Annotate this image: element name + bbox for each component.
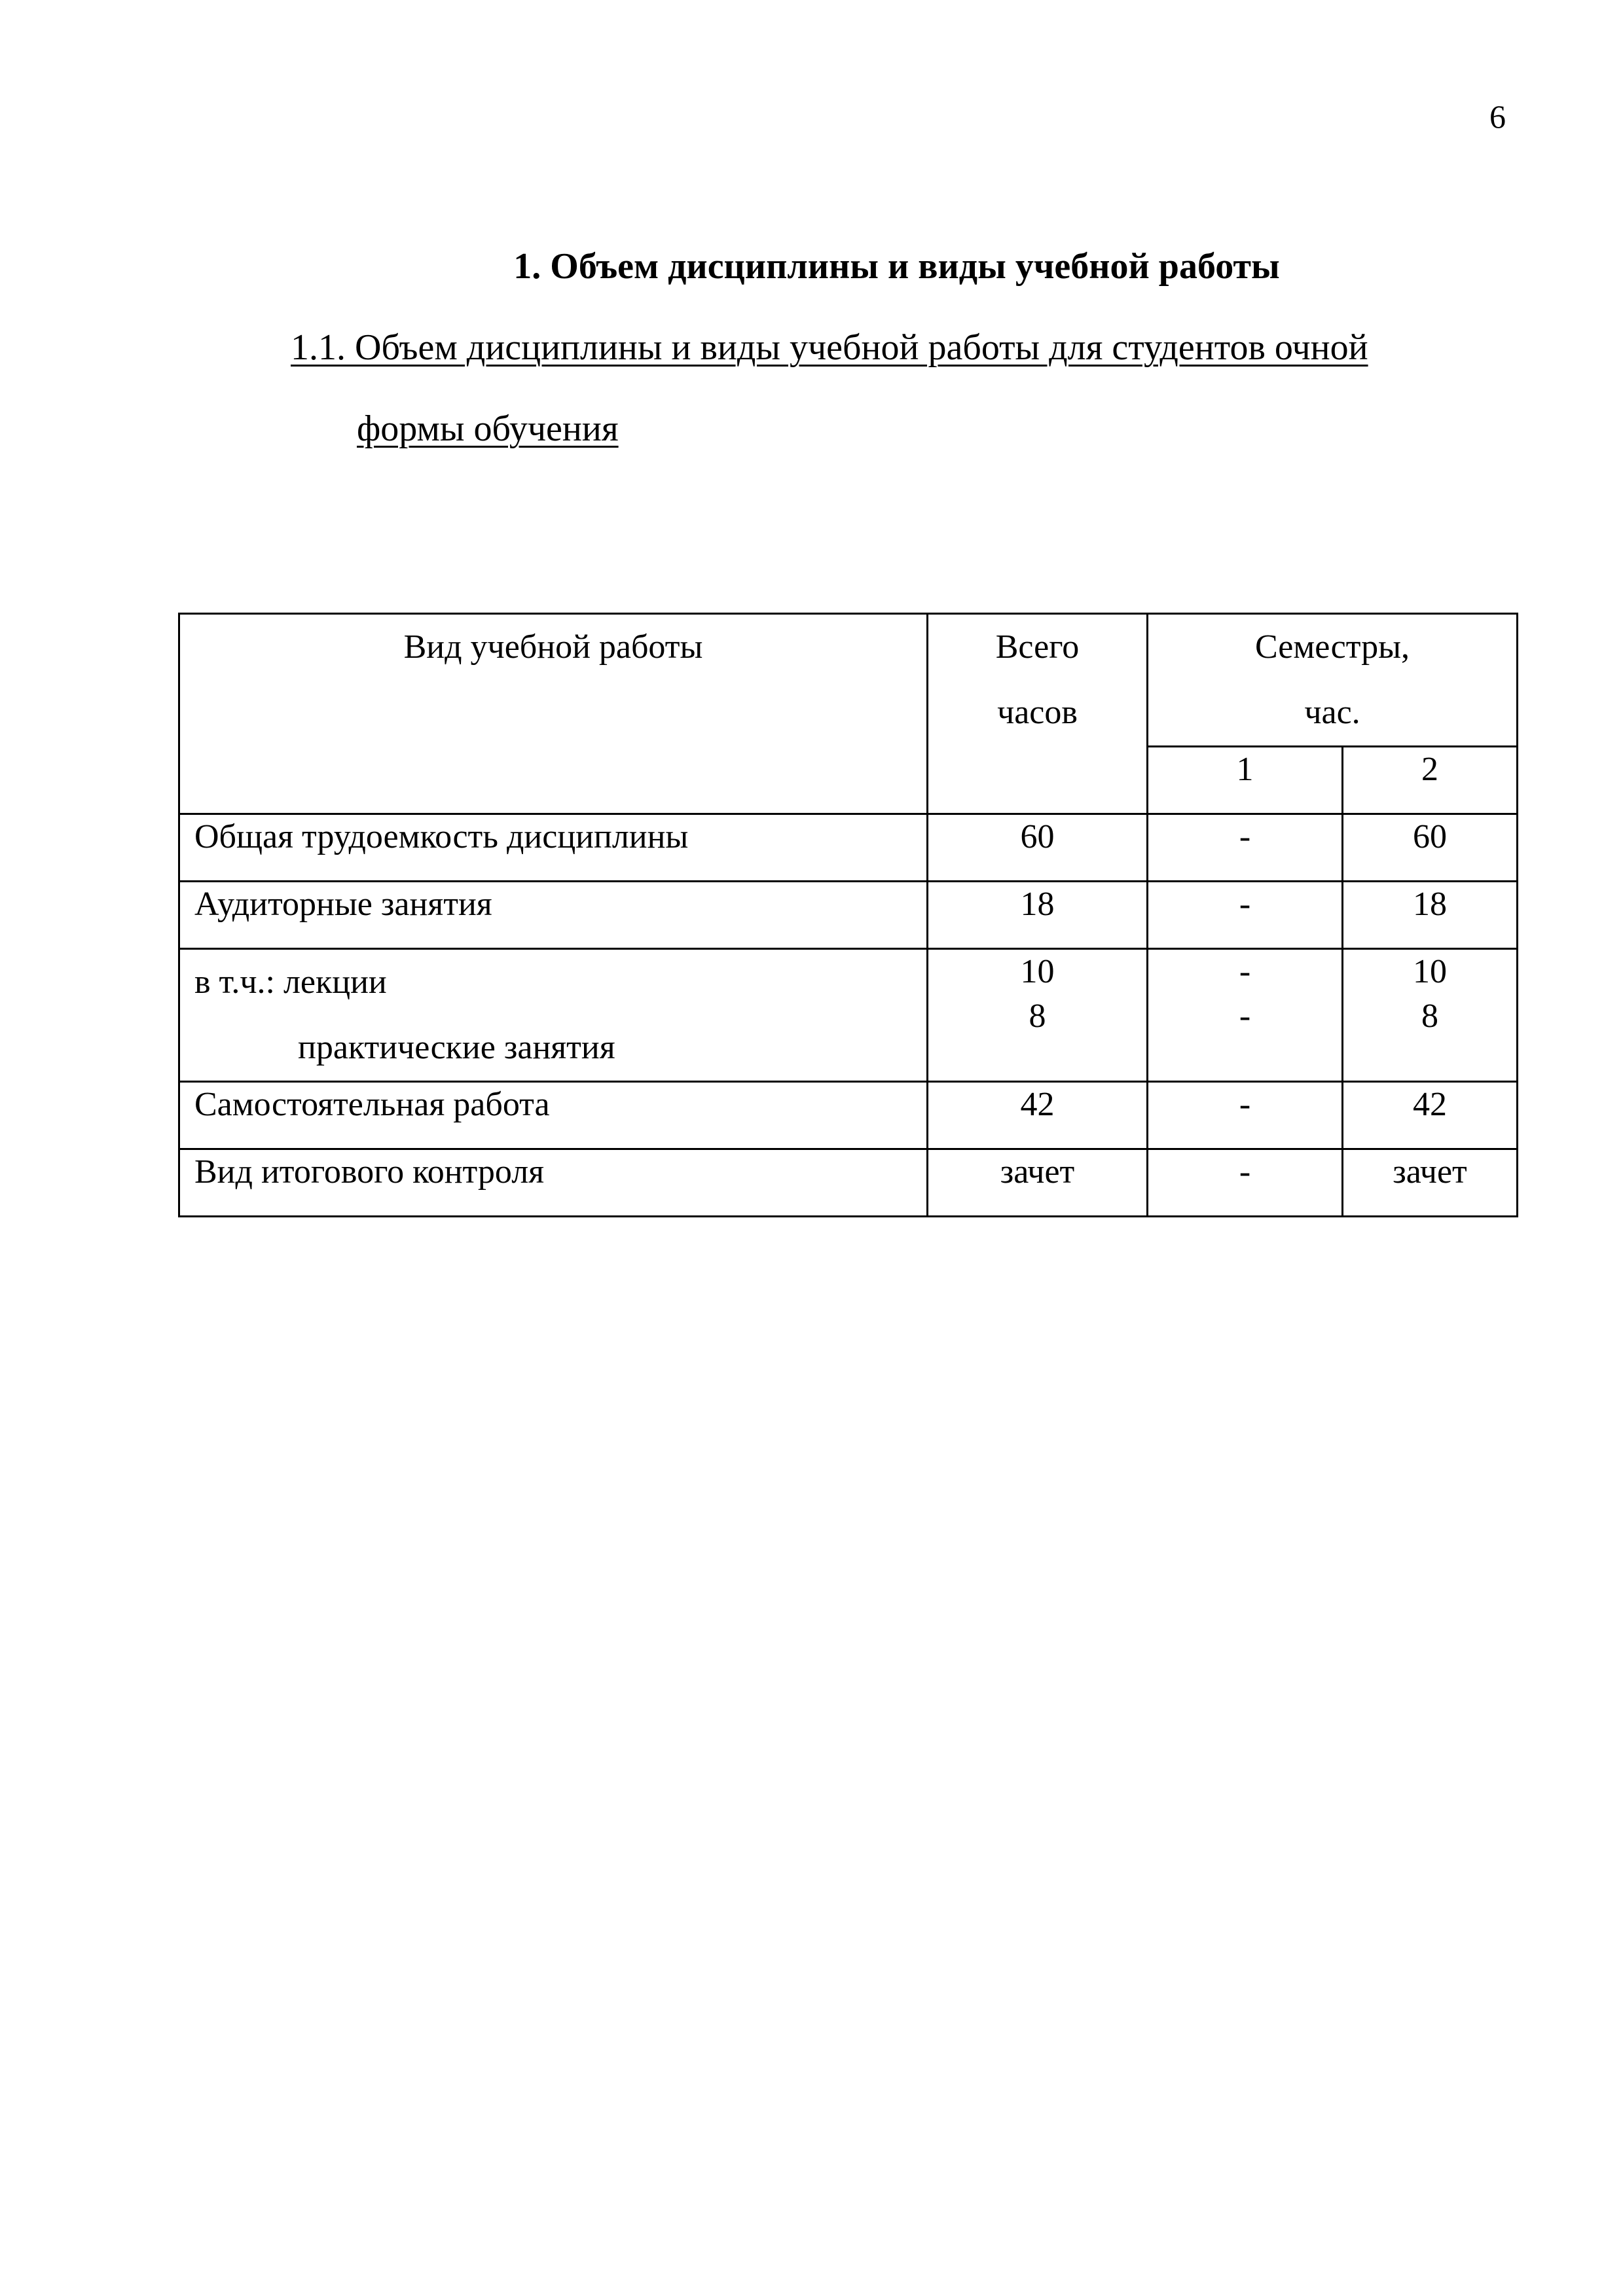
header-total-hours: Всего часов <box>928 614 1148 814</box>
table-row <box>179 949 1518 1082</box>
table-header-row <box>179 614 1518 747</box>
section-heading: 1. Объем дисциплины и виды учебной работы <box>513 246 1280 287</box>
subsection-heading-line-1: 1.1. Объем дисциплины и виды учебной работы для студентов очной <box>291 327 1368 368</box>
row-sem2: 60 <box>1343 814 1518 882</box>
row-total: 42 <box>928 1082 1148 1149</box>
row-sem2: зачет <box>1343 1149 1518 1217</box>
header-semester-1: 1 <box>1148 747 1343 814</box>
row-sem2: 18 <box>1343 882 1518 949</box>
row-label: Самостоятельная работа <box>179 1082 928 1149</box>
table-row <box>179 1082 1518 1149</box>
row-total: 18 <box>928 882 1148 949</box>
row-label: Аудиторные занятия <box>179 882 928 949</box>
row-total: 10 8 <box>928 949 1148 1082</box>
study-volume-table <box>178 613 1518 1217</box>
row-sem1: - - <box>1148 949 1343 1082</box>
page-number: 6 <box>1489 98 1506 135</box>
row-label: в т.ч.: лекции практические занятия <box>179 949 928 1082</box>
subsection-heading-line-2: формы обучения <box>357 408 619 449</box>
row-sem2: 42 <box>1343 1082 1518 1149</box>
row-label: Вид итогового контроля <box>179 1149 928 1217</box>
header-semester-2: 2 <box>1343 747 1518 814</box>
table-row <box>179 1149 1518 1217</box>
header-semesters: Семестры, час. <box>1148 614 1518 747</box>
row-sem1: - <box>1148 882 1343 949</box>
row-label: Общая трудоемкость дисциплины <box>179 814 928 882</box>
row-sem1: - <box>1148 1082 1343 1149</box>
table-row <box>179 882 1518 949</box>
row-sem1: - <box>1148 814 1343 882</box>
table-row <box>179 814 1518 882</box>
row-sem2: 10 8 <box>1343 949 1518 1082</box>
header-work-type: Вид учебной работы <box>179 614 928 814</box>
row-total: 60 <box>928 814 1148 882</box>
row-total: зачет <box>928 1149 1148 1217</box>
row-sem1: - <box>1148 1149 1343 1217</box>
